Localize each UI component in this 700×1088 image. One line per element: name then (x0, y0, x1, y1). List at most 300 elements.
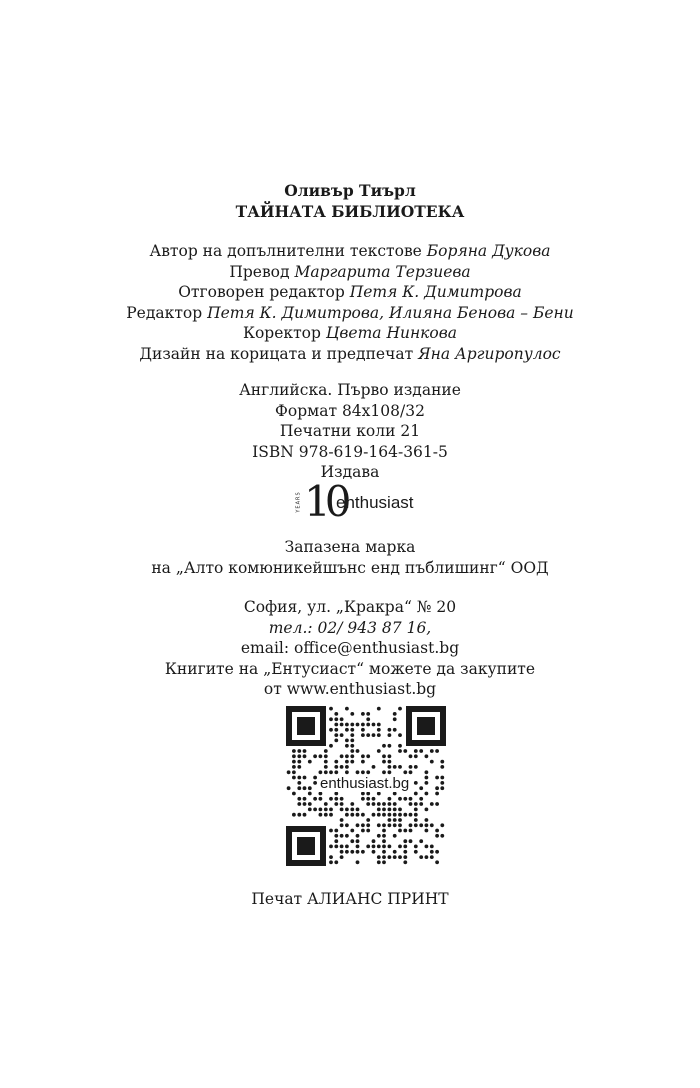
qr-module (297, 802, 301, 806)
qr-module (388, 823, 392, 827)
qr-module (425, 776, 429, 780)
qr-module (398, 845, 402, 849)
qr-module (398, 829, 402, 833)
qr-module (356, 845, 360, 849)
qr-module (377, 733, 381, 737)
qr-module (303, 786, 307, 790)
qr-module (329, 717, 333, 721)
edition-isbn: ISBN 978-619-164-361-5 (252, 442, 448, 461)
qr-module (425, 754, 429, 758)
qr-module (297, 776, 301, 780)
qr-module (372, 797, 376, 801)
qr-module (340, 855, 344, 859)
qr-module (435, 850, 439, 854)
qr-module (377, 802, 381, 806)
qr-module (425, 808, 429, 812)
qr-module (382, 839, 386, 843)
qr-module (329, 744, 333, 748)
qr-module (313, 776, 317, 780)
qr-module (350, 802, 354, 806)
qr-module (292, 765, 296, 769)
qr-module (303, 776, 307, 780)
qr-module (409, 823, 413, 827)
qr-module (398, 808, 402, 812)
qr-module (398, 797, 402, 801)
qr-module (345, 707, 349, 711)
qr-module (414, 813, 418, 817)
credit-name: Маргарита Терзиева (294, 262, 471, 281)
qr-module (419, 797, 423, 801)
qr-module (430, 823, 434, 827)
qr-module (366, 770, 370, 774)
qr-module (340, 823, 344, 827)
qr-module (377, 855, 381, 859)
credit-role: Автор на допълнителни текстове (149, 242, 422, 260)
qr-module (393, 855, 397, 859)
qr-module (324, 760, 328, 764)
qr-module (334, 792, 338, 796)
trademark-block (0, 537, 700, 578)
qr-module (440, 781, 444, 785)
qr-module (287, 770, 291, 774)
qr-module (393, 792, 397, 796)
qr-module (366, 733, 370, 737)
credit-name: Боряна Дукова (426, 242, 551, 260)
qr-module (334, 765, 338, 769)
qr-module (340, 834, 344, 838)
qr-module (350, 739, 354, 743)
qr-module (297, 786, 301, 790)
qr-module (393, 712, 397, 716)
trademark-line-2: на „Алто комюникейшънс енд пъблишинг“ ООД (151, 558, 549, 577)
qr-module (430, 760, 434, 764)
qr-module (393, 765, 397, 769)
qr-module (345, 765, 349, 769)
qr-module (356, 770, 360, 774)
qr-module (319, 792, 323, 796)
qr-module (435, 776, 439, 780)
qr-module (297, 797, 301, 801)
qr-module (398, 823, 402, 827)
qr-module (382, 845, 386, 849)
qr-module (324, 765, 328, 769)
qr-module (297, 781, 301, 785)
qr-module (388, 754, 392, 758)
qr-module (319, 808, 323, 812)
qr-module (324, 802, 328, 806)
qr-module (334, 712, 338, 716)
qr-module (388, 802, 392, 806)
credits-block (0, 241, 700, 365)
qr-module (329, 813, 333, 817)
qr-module (398, 818, 402, 822)
qr-module (334, 797, 338, 801)
qr-module (440, 776, 444, 780)
qr-module (382, 754, 386, 758)
qr-module (366, 829, 370, 833)
qr-module (334, 839, 338, 843)
qr-module (345, 770, 349, 774)
qr-module (435, 749, 439, 753)
qr-module (388, 845, 392, 849)
qr-module (308, 786, 312, 790)
logo-years: YEARS (295, 491, 302, 513)
qr-module (361, 723, 365, 727)
qr-module (393, 834, 397, 838)
edition-language: Английска. Първо издание (239, 381, 461, 399)
qr-module (334, 834, 338, 838)
qr-module (340, 818, 344, 822)
qr-module (435, 786, 439, 790)
qr-module (398, 733, 402, 737)
qr-module (356, 823, 360, 827)
qr-module (382, 802, 386, 806)
qr-module (356, 839, 360, 843)
qr-module (313, 797, 317, 801)
qr-module (393, 717, 397, 721)
credit-role: Коректор (242, 324, 321, 343)
qr-module (329, 860, 333, 864)
qr-module (340, 754, 344, 758)
qr-module (398, 813, 402, 817)
qr-module (340, 845, 344, 849)
contact-block (0, 597, 700, 700)
qr-module (382, 850, 386, 854)
qr-module (372, 813, 376, 817)
qr-module (350, 749, 354, 753)
qr-module (403, 860, 407, 864)
qr-module (308, 792, 312, 796)
qr-module (403, 850, 407, 854)
qr-module (372, 850, 376, 854)
qr-module (329, 728, 333, 732)
qr-module (440, 786, 444, 790)
qr-module (334, 770, 338, 774)
qr-module (372, 765, 376, 769)
qr-module (366, 802, 370, 806)
qr-module (414, 792, 418, 796)
qr-module (345, 813, 349, 817)
qr-module (340, 850, 344, 854)
qr-module (366, 723, 370, 727)
qr-module (409, 754, 413, 758)
qr-module (356, 834, 360, 838)
publisher-logo (294, 477, 434, 527)
qr-module (324, 770, 328, 774)
qr-module (361, 760, 365, 764)
qr-module (345, 723, 349, 727)
qr-module (303, 749, 307, 753)
qr-module (350, 728, 354, 732)
qr-module (372, 733, 376, 737)
qr-module (440, 834, 444, 838)
qr-module (419, 802, 423, 806)
contact-email: email: office@enthusiast.bg (240, 639, 460, 658)
qr-module (377, 834, 381, 838)
qr-module (366, 823, 370, 827)
qr-module (414, 818, 418, 822)
qr-module (361, 829, 365, 833)
qr-module (292, 749, 296, 753)
qr-module (297, 813, 301, 817)
logo-number: 10 (304, 477, 346, 526)
qr-module (372, 802, 376, 806)
qr-module (345, 739, 349, 743)
qr-module (425, 781, 429, 785)
qr-module (361, 770, 365, 774)
qr-module (430, 845, 434, 849)
trademark-line-1: Запазена марка (284, 538, 416, 556)
qr-module (303, 754, 307, 758)
qr-module (440, 823, 444, 827)
qr-module (430, 850, 434, 854)
qr-module (403, 829, 407, 833)
qr-module (430, 749, 434, 753)
qr-module (398, 855, 402, 859)
edition-sheets: Печатни коли 21 (279, 422, 421, 441)
qr-module (345, 760, 349, 764)
qr-module (414, 850, 418, 854)
credit-name: Яна Аргиропулос (418, 344, 561, 363)
qr-module (334, 845, 338, 849)
qr-module (414, 781, 418, 785)
qr-module (340, 765, 344, 769)
qr-module (393, 823, 397, 827)
qr-module (329, 829, 333, 833)
qr-module (303, 813, 307, 817)
qr-module (340, 723, 344, 727)
qr-module (377, 728, 381, 732)
qr-module (329, 808, 333, 812)
qr-module (313, 781, 317, 785)
qr-module (435, 860, 439, 864)
qr-module (388, 797, 392, 801)
qr-module (361, 797, 365, 801)
qr-module (377, 749, 381, 753)
qr-module (356, 813, 360, 817)
qr-module (372, 839, 376, 843)
credit-role: Дизайн на корицата и предпечат (139, 344, 414, 363)
qr-module (403, 813, 407, 817)
qr-module (414, 749, 418, 753)
qr-module (377, 707, 381, 711)
qr-module (382, 823, 386, 827)
qr-module (414, 823, 418, 827)
qr-module (350, 850, 354, 854)
qr-module (398, 749, 402, 753)
qr-module (377, 860, 381, 864)
edition-format: Формат 84x108/32 (275, 401, 425, 420)
qr-module (350, 712, 354, 716)
qr-module (319, 813, 323, 817)
credit-role: Превод (229, 262, 290, 281)
qr-module (334, 760, 338, 764)
qr-module (382, 834, 386, 838)
qr-module (319, 797, 323, 801)
contact-buy-line: Книгите на „Ентусиаст“ можете да закупите (164, 659, 536, 678)
qr-module (393, 850, 397, 854)
qr-module (377, 723, 381, 727)
qr-module (292, 776, 296, 780)
qr-module (329, 797, 333, 801)
qr-module (361, 823, 365, 827)
qr-module (403, 839, 407, 843)
qr-module (388, 765, 392, 769)
qr-module (313, 754, 317, 758)
qr-module (329, 855, 333, 859)
qr-module (345, 823, 349, 827)
qr-module (292, 792, 296, 796)
qr-module (403, 770, 407, 774)
qr-module (324, 813, 328, 817)
qr-module (388, 813, 392, 817)
qr-module (334, 733, 338, 737)
qr-module (409, 802, 413, 806)
qr-module (382, 744, 386, 748)
qr-module (388, 728, 392, 732)
qr-module (435, 829, 439, 833)
qr-module (403, 749, 407, 753)
qr-module (425, 818, 429, 822)
qr-module (356, 860, 360, 864)
qr-module (324, 754, 328, 758)
qr-module (366, 712, 370, 716)
qr-module (350, 744, 354, 748)
qr-module (398, 744, 402, 748)
qr-module (356, 749, 360, 753)
credit-line (0, 323, 700, 344)
qr-module (377, 823, 381, 827)
printer-line: Печат АЛИАНС ПРИНТ (251, 890, 449, 908)
qr-module (308, 760, 312, 764)
qr-module (409, 797, 413, 801)
qr-module (435, 802, 439, 806)
credit-name: Петя К. Димитрова, Илияна Бенова – Бени (207, 303, 574, 322)
qr-module (377, 813, 381, 817)
qr-module (393, 818, 397, 822)
qr-module (297, 754, 301, 758)
qr-module (398, 707, 402, 711)
qr-module (308, 802, 312, 806)
qr-module (340, 797, 344, 801)
qr-module (366, 792, 370, 796)
qr-module (398, 765, 402, 769)
qr-module (329, 770, 333, 774)
qr-module (334, 723, 338, 727)
qr-module (356, 850, 360, 854)
qr-module (388, 760, 392, 764)
qr-module (388, 855, 392, 859)
credit-line (0, 282, 700, 303)
qr-module (313, 808, 317, 812)
qr-module (345, 834, 349, 838)
qr-module (356, 808, 360, 812)
qr-module (350, 839, 354, 843)
qr-module (419, 855, 423, 859)
qr-module (319, 754, 323, 758)
qr-module (297, 765, 301, 769)
qr-module (292, 760, 296, 764)
qr-module (345, 728, 349, 732)
qr-module (292, 770, 296, 774)
qr-module (382, 829, 386, 833)
qr-module (334, 739, 338, 743)
qr-module (361, 792, 365, 796)
qr-module (388, 818, 392, 822)
credit-line (0, 303, 700, 324)
qr-module (377, 808, 381, 812)
qr-module (382, 855, 386, 859)
qr-module (361, 850, 365, 854)
qr-module (409, 765, 413, 769)
credit-line (0, 344, 700, 365)
qr-module (430, 855, 434, 859)
qr-module (345, 754, 349, 758)
edition-block (0, 380, 700, 483)
contact-phone: тел.: 02/ 943 87 16, (268, 618, 432, 637)
qr-module (361, 728, 365, 732)
qr-module (382, 760, 386, 764)
qr-module (440, 765, 444, 769)
qr-module (303, 797, 307, 801)
qr-module (388, 770, 392, 774)
qr-module (350, 829, 354, 833)
credit-name: Петя К. Димитрова (349, 283, 522, 302)
qr-module (345, 850, 349, 854)
qr-module (377, 845, 381, 849)
qr-module (382, 813, 386, 817)
qr-module (409, 829, 413, 833)
qr-module (414, 754, 418, 758)
qr-module (345, 845, 349, 849)
qr-module (440, 760, 444, 764)
credit-role: Редактор (126, 303, 203, 322)
qr-module (393, 802, 397, 806)
qr-module (414, 765, 418, 769)
qr-module (388, 733, 392, 737)
qr-module (329, 707, 333, 711)
qr-module (303, 802, 307, 806)
qr-module (361, 712, 365, 716)
qr-module (350, 723, 354, 727)
qr-module (334, 728, 338, 732)
qr-module (419, 823, 423, 827)
qr-module (435, 834, 439, 838)
qr-module (350, 754, 354, 758)
qr-module (425, 855, 429, 859)
qr-module (366, 818, 370, 822)
qr-module (430, 802, 434, 806)
credit-line (0, 262, 700, 283)
qr-module (372, 845, 376, 849)
qr-module (324, 749, 328, 753)
author-name: Оливър Тиърл (284, 181, 416, 200)
qr-module (414, 845, 418, 849)
qr-module (388, 808, 392, 812)
qr-module (287, 786, 291, 790)
qr-module (419, 749, 423, 753)
qr-module (403, 797, 407, 801)
qr-module (409, 839, 413, 843)
qr-module (350, 760, 354, 764)
qr-module (372, 723, 376, 727)
credit-role: Отговорен редактор (178, 283, 345, 302)
qr-module (340, 733, 344, 737)
qr-module (403, 855, 407, 859)
qr-module (393, 808, 397, 812)
qr-module (366, 717, 370, 721)
qr-module (345, 808, 349, 812)
